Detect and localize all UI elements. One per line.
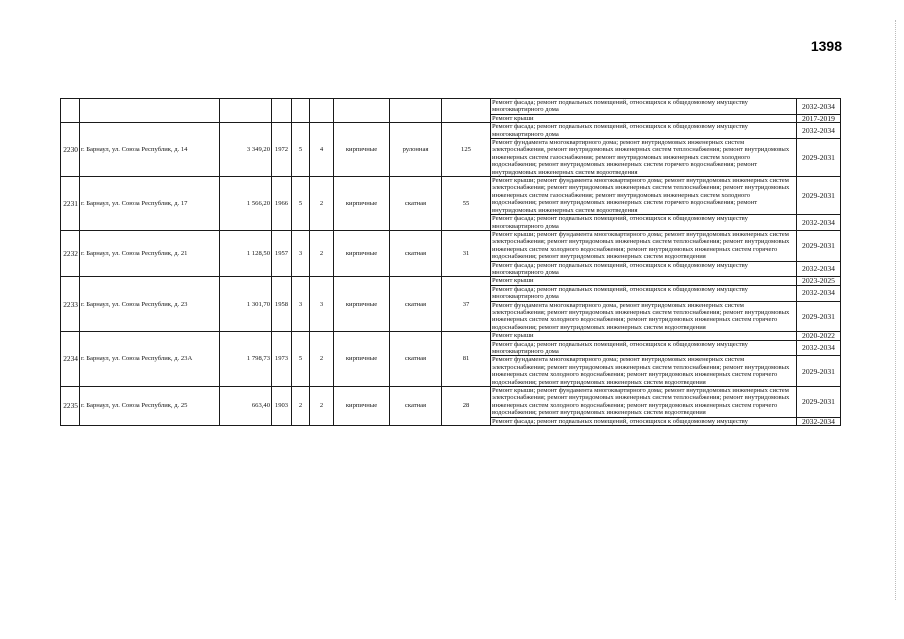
entrances-cell: 3 bbox=[310, 277, 334, 332]
table-row bbox=[61, 387, 841, 418]
year-cell bbox=[272, 99, 292, 123]
row-number-cell bbox=[61, 99, 80, 123]
area-cell: 663,40 bbox=[220, 387, 272, 426]
scan-edge-marks bbox=[895, 20, 898, 600]
repair-period-cell: 2029-2031 bbox=[797, 356, 841, 387]
repair-work-cell: Ремонт фасада; ремонт подвальных помещений, относящихся к общедомовому имуществу многоквартирного дома bbox=[491, 123, 797, 139]
table-row bbox=[61, 99, 841, 115]
address-cell: г. Барнаул, ул. Союза Республик, д. 23А bbox=[80, 332, 220, 387]
roof-type-cell bbox=[390, 99, 442, 123]
residents-cell: 125 bbox=[442, 123, 491, 177]
repair-period-cell: 2032-2034 bbox=[797, 417, 841, 425]
address-cell bbox=[80, 99, 220, 123]
repair-period-cell: 2029-2031 bbox=[797, 387, 841, 418]
repair-period-cell: 2023-2025 bbox=[797, 277, 841, 285]
repair-work-cell: Ремонт фасада; ремонт подвальных помещений, относящихся к общедомовому имуществу многоквартирного дома bbox=[491, 285, 797, 301]
row-number-cell: 2235 bbox=[61, 387, 80, 426]
row-number-cell: 2231 bbox=[61, 177, 80, 231]
roof-type-cell: скатная bbox=[390, 332, 442, 387]
repair-period-cell: 2020-2022 bbox=[797, 332, 841, 340]
address-cell: г. Барнаул, ул. Союза Республик, д. 17 bbox=[80, 177, 220, 231]
repair-period-cell: 2029-2031 bbox=[797, 230, 841, 261]
residents-cell: 28 bbox=[442, 387, 491, 426]
area-cell bbox=[220, 99, 272, 123]
entrances-cell: 2 bbox=[310, 387, 334, 426]
repair-work-cell: Ремонт фасада; ремонт подвальных помещений, относящихся к общедомовому имуществу bbox=[491, 417, 797, 425]
residents-cell: 81 bbox=[442, 332, 491, 387]
year-cell: 1973 bbox=[272, 332, 292, 387]
entrances-cell bbox=[310, 99, 334, 123]
wall-material-cell: кирпичные bbox=[334, 332, 390, 387]
repair-work-cell: Ремонт фасада; ремонт подвальных помещений, относящихся к общедомовому имуществу многоквартирного дома bbox=[491, 261, 797, 277]
repair-period-cell: 2032-2034 bbox=[797, 340, 841, 356]
table-row bbox=[61, 332, 841, 340]
table-row bbox=[61, 277, 841, 285]
housing-repair-table bbox=[60, 98, 841, 426]
residents-cell: 55 bbox=[442, 177, 491, 231]
area-cell: 3 349,20 bbox=[220, 123, 272, 177]
year-cell: 1966 bbox=[272, 177, 292, 231]
table-row bbox=[61, 123, 841, 139]
area-cell: 1 128,50 bbox=[220, 230, 272, 276]
entrances-cell: 2 bbox=[310, 230, 334, 276]
floors-cell: 5 bbox=[292, 332, 310, 387]
repair-work-cell: Ремонт крыши bbox=[491, 277, 797, 285]
repair-period-cell: 2032-2034 bbox=[797, 99, 841, 115]
wall-material-cell: кирпичные bbox=[334, 123, 390, 177]
residents-cell: 31 bbox=[442, 230, 491, 276]
year-cell: 1957 bbox=[272, 230, 292, 276]
repair-period-cell: 2017-2019 bbox=[797, 114, 841, 122]
floors-cell: 5 bbox=[292, 177, 310, 231]
repair-work-cell: Ремонт фундамента многоквартирного дома; ремонт внутридомовых инженерных систем электроснабжения; ремонт внутридомовых инженерных систем теплоснабжения; ремонт внутридомовых инженерных систем холодного водоснабжения; ремонт внутридомовых инженерных систем горячего водоснабжения; ремонт внутридомовых инженерных систем водоотведения bbox=[491, 356, 797, 387]
roof-type-cell: рулонная bbox=[390, 123, 442, 177]
repair-work-cell: Ремонт крыши; ремонт фундамента многоквартирного дома; ремонт внутридомовых инженерных систем электроснабжения; ремонт внутридомовых инженерных систем теплоснабжения; ремонт внутридомовых инженерных систем холодного водоснабжения; ремонт внутридомовых инженерных систем горячего водоснабжения; ремонт внутридомовых инженерных систем водоотведения bbox=[491, 230, 797, 261]
area-cell: 1 798,73 bbox=[220, 332, 272, 387]
entrances-cell: 2 bbox=[310, 332, 334, 387]
table-row bbox=[61, 177, 841, 215]
wall-material-cell: кирпичные bbox=[334, 387, 390, 426]
roof-type-cell: скатная bbox=[390, 277, 442, 332]
repair-period-cell: 2032-2034 bbox=[797, 261, 841, 277]
year-cell: 1972 bbox=[272, 123, 292, 177]
floors-cell: 2 bbox=[292, 387, 310, 426]
entrances-cell: 2 bbox=[310, 177, 334, 231]
row-number-cell: 2233 bbox=[61, 277, 80, 332]
repair-work-cell: Ремонт фасада; ремонт подвальных помещений, относящихся к общедомовому имуществу многоквартирного дома bbox=[491, 340, 797, 356]
address-cell: г. Барнаул, ул. Союза Республик, д. 21 bbox=[80, 230, 220, 276]
repair-work-cell: Ремонт фундамента многоквартирного дома; ремонт внутридомовых инженерных систем электроснабжения, ремонт внутридомовых инженерных систем теплоснабжения; ремонт внутридомовых инженерных систем газоснабжения; ремонт внутридомовых инженерных систем холодного водоснабжения; ремонт внутридомовых инженерных систем горячего водоснабжения; ремонт внутридомовых инженерных систем водоотведения bbox=[491, 139, 797, 177]
address-cell: г. Барнаул, ул. Союза Республик, д. 25 bbox=[80, 387, 220, 426]
residents-cell bbox=[442, 99, 491, 123]
page-number: 1398 bbox=[810, 38, 842, 54]
address-cell: г. Барнаул, ул. Союза Республик, д. 23 bbox=[80, 277, 220, 332]
repair-period-cell: 2029-2031 bbox=[797, 177, 841, 215]
address-cell: г. Барнаул, ул. Союза Республик, д. 14 bbox=[80, 123, 220, 177]
table-row bbox=[61, 230, 841, 261]
floors-cell: 5 bbox=[292, 123, 310, 177]
wall-material-cell: кирпичные bbox=[334, 177, 390, 231]
repair-period-cell: 2032-2034 bbox=[797, 285, 841, 301]
row-number-cell: 2230 bbox=[61, 123, 80, 177]
repair-work-cell: Ремонт фасада; ремонт подвальных помещений, относящихся к общедомовому имуществу многоквартирного дома bbox=[491, 215, 797, 231]
repair-work-cell: Ремонт крыши; ремонт фундамента многоквартирного дома; ремонт внутридомовых инженерных систем электроснабжения; ремонт внутридомовых инженерных систем теплоснабжения; ремонт внутридомовых инженерных систем газоснабжения; ремонт внутридомовых инженерных систем холодного водоснабжения; ремонт внутридомовых инженерных систем горячего водоснабжения; ремонт внутридомовых инженерных систем водоотведения bbox=[491, 177, 797, 215]
area-cell: 1 301,70 bbox=[220, 277, 272, 332]
repair-period-cell: 2032-2034 bbox=[797, 215, 841, 231]
roof-type-cell: скатная bbox=[390, 230, 442, 276]
residents-cell: 37 bbox=[442, 277, 491, 332]
repair-period-cell: 2029-2031 bbox=[797, 139, 841, 177]
repair-work-cell: Ремонт крыши; ремонт фундамента многоквартирного дома; ремонт внутридомовых инженерных систем электроснабжения; ремонт внутридомовых инженерных систем теплоснабжения; ремонт внутридомовых инженерных систем холодного водоснабжения; ремонт внутридомовых инженерных систем горячего водоснабжения; ремонт внутридомовых инженерных систем водоотведения bbox=[491, 387, 797, 418]
floors-cell: 3 bbox=[292, 230, 310, 276]
roof-type-cell: скатная bbox=[390, 177, 442, 231]
year-cell: 1958 bbox=[272, 277, 292, 332]
repair-work-cell: Ремонт фасада; ремонт подвальных помещений, относящихся к общедомовому имуществу многоквартирного дома bbox=[491, 99, 797, 115]
year-cell: 1903 bbox=[272, 387, 292, 426]
repair-period-cell: 2032-2034 bbox=[797, 123, 841, 139]
floors-cell: 3 bbox=[292, 277, 310, 332]
wall-material-cell bbox=[334, 99, 390, 123]
wall-material-cell: кирпичные bbox=[334, 277, 390, 332]
area-cell: 1 566,20 bbox=[220, 177, 272, 231]
table-body bbox=[61, 99, 841, 426]
row-number-cell: 2232 bbox=[61, 230, 80, 276]
row-number-cell: 2234 bbox=[61, 332, 80, 387]
repair-work-cell: Ремонт крыши bbox=[491, 114, 797, 122]
repair-work-cell: Ремонт крыши bbox=[491, 332, 797, 340]
repair-work-cell: Ремонт фундамента многоквартирного дома, ремонт внутридомовых инженерных систем электроснабжения; ремонт внутридомовых инженерных систем теплоснабжения; ремонт внутридомовых инженерных систем холодного водоснабжения; ремонт внутридомовых инженерных систем горячего водоснабжения; ремонт внутридомовых инженерных систем водоотведения bbox=[491, 301, 797, 332]
wall-material-cell: кирпичные bbox=[334, 230, 390, 276]
repair-period-cell: 2029-2031 bbox=[797, 301, 841, 332]
entrances-cell: 4 bbox=[310, 123, 334, 177]
floors-cell bbox=[292, 99, 310, 123]
roof-type-cell: скатная bbox=[390, 387, 442, 426]
